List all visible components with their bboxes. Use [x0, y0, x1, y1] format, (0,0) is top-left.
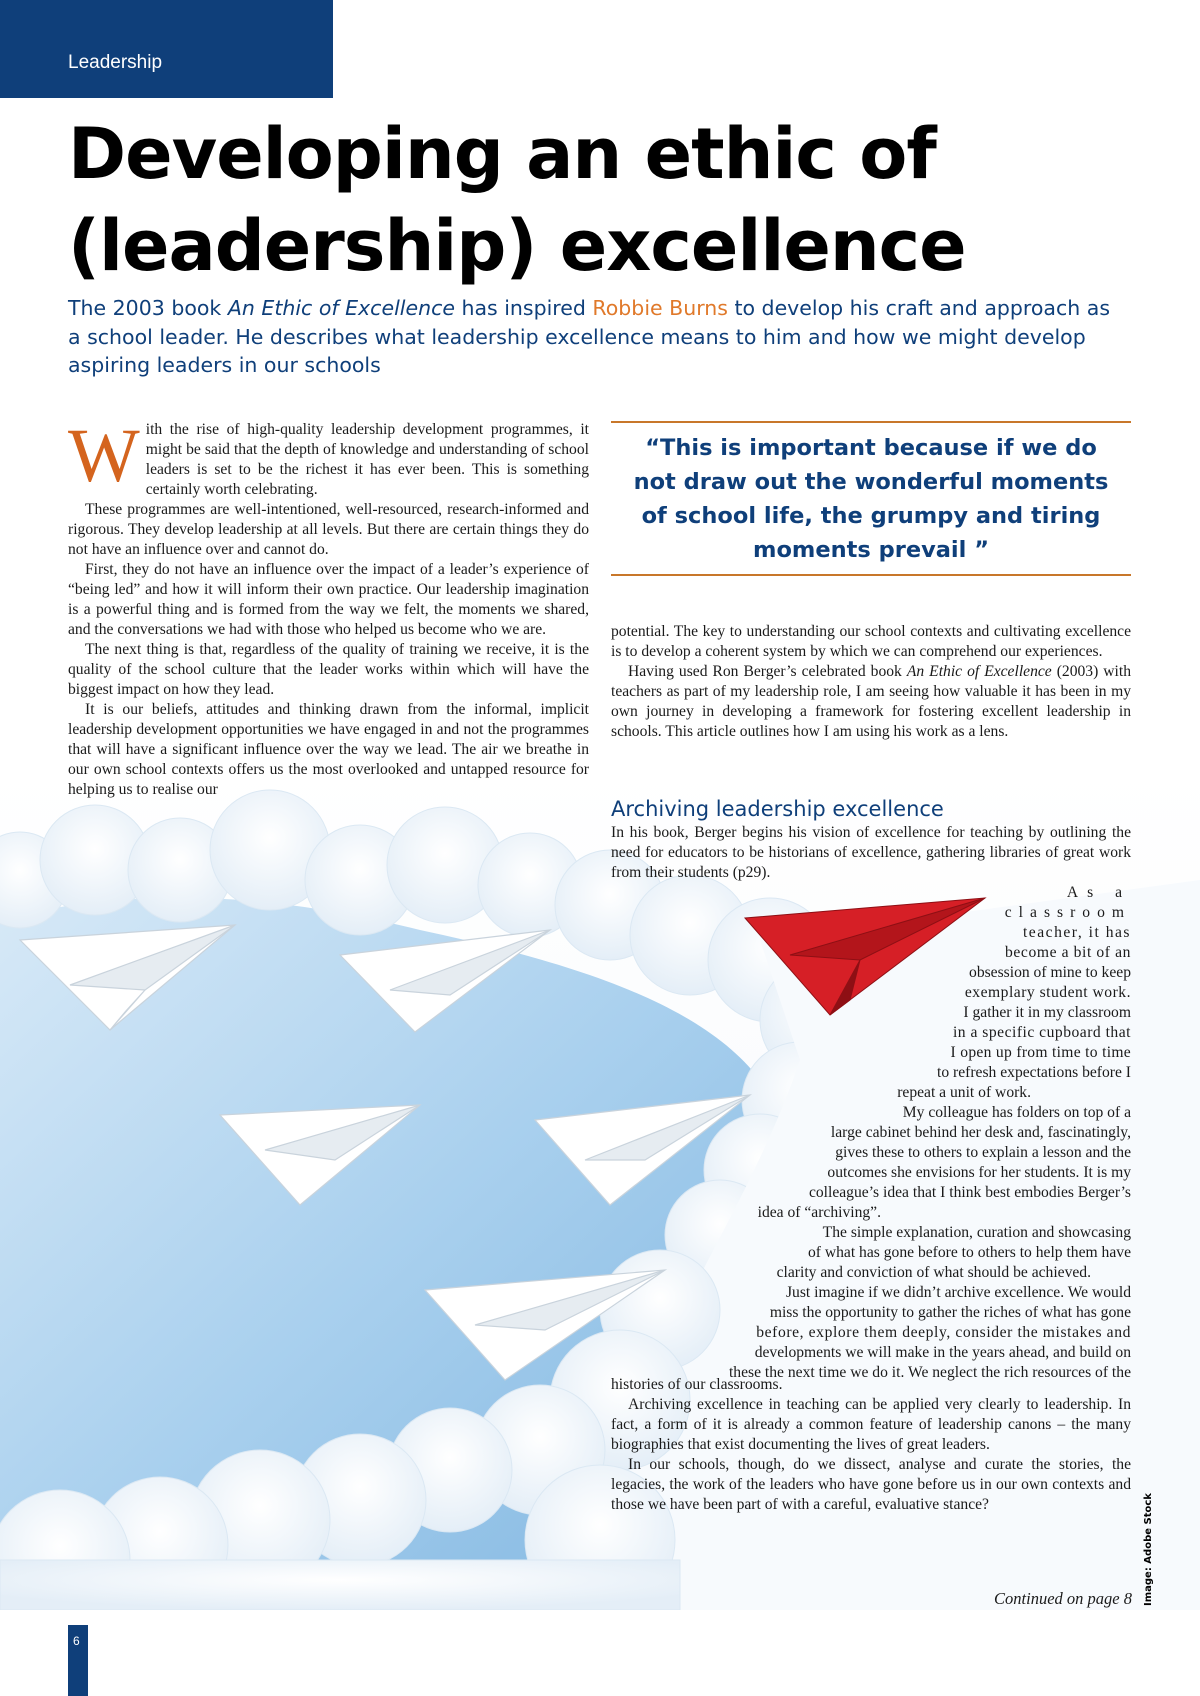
wrapped-line: in a specific cupboard that: [952, 1024, 1131, 1041]
paragraph-1: [68, 414, 589, 500]
wrapped-last-line: histories of our classrooms.: [611, 1376, 783, 1393]
paragraph-10: In our schools, though, do we dissect, analyse and curate the stories, the legacies, the work of the leaders who have gone before us in our own contexts and those we have been part of with a careful, evaluative stance?: [611, 1456, 1131, 1513]
wrapped-line: large cabinet behind her desk and, fascinatingly,: [830, 1124, 1131, 1141]
paragraph-1-text: ith the rise of high-quality leadership development programmes, it might be said that the depth of knowledge and understanding of school leaders is set to be the richest it has ever been. This is something certainly worth celebrating.: [145, 421, 589, 498]
author-name: Robbie Burns: [592, 296, 728, 320]
pull-quote-text: “This is important because if we do not draw out the wonderful moments of school life, the grumpy and tiring moments prevail ”: [633, 434, 1109, 563]
paragraph-8: In his book, Berger begins his vision of excellence for teaching by outlining the need for educators to be historians of excellence, gathering libraries of great work from their students (p29).: [611, 824, 1131, 881]
wrapped-line: I gather it in my classroom: [963, 1004, 1131, 1021]
wrapped-line: teacher, it has: [1022, 924, 1131, 941]
drop-cap: W: [68, 414, 140, 498]
wrapped-line: become a bit of an: [1005, 944, 1131, 961]
wrapped-line: these the next time we do it. We neglect the rich resources of the: [728, 1364, 1131, 1381]
title-line-2: (leadership) excellence: [68, 205, 966, 287]
wrapped-line: to refresh expectations before I: [937, 1064, 1131, 1081]
left-column: [68, 414, 589, 800]
continued-link[interactable]: Continued on page 8: [994, 1589, 1132, 1608]
wrapped-line: clarity and conviction of what should be achieved.: [776, 1264, 1091, 1281]
article-title: [68, 108, 1148, 292]
paragraph-2: These programmes are well-intentioned, well-resourced, research-informed and rigorous. They develop leadership at all levels. But there are certain things they do not have an influence over and cannot do.: [68, 501, 589, 558]
paragraph-7: [611, 662, 1131, 742]
paragraph-7-text-a: Having used Ron Berger’s celebrated book: [628, 663, 907, 680]
paragraph-7-book-title: An Ethic of Excellence: [906, 663, 1052, 680]
paragraph-3: First, they do not have an influence over the impact of a leader’s experience of “being led” and how it will inform their own practice. Our leadership imagination is a powerful thing and is formed from the way we felt, the moments we shared, and the conversations we had with those who helped us become who we are.: [68, 561, 589, 638]
wrapped-line: My colleague has folders on top of a: [902, 1104, 1131, 1121]
paragraph-9: Archiving excellence in teaching can be applied very clearly to leadership. In fact, a form of it is already a common feature of leadership canons – the many biographies that exist documenting the lives of great leaders.: [611, 1396, 1131, 1453]
right-column-top: [611, 622, 1131, 742]
paragraph-4: The next thing is that, regardless of the quality of training we receive, it is the quality of the school culture that the leader works within which will have the biggest impact on how they lead.: [68, 641, 589, 698]
section-tab: [0, 0, 333, 98]
wrapped-line: The simple explanation, curation and showcasing: [822, 1224, 1131, 1241]
wrapped-line: colleague’s idea that I think best embodies Berger’s: [808, 1184, 1131, 1201]
subheading: Archiving leadership excellence: [611, 797, 944, 821]
wrapped-line: gives these to others to explain a lesson and the: [835, 1144, 1131, 1161]
standfirst-part-3: to develop his craft and approach as a school leader. He describes what leadership excellence means to him and how we might develop aspiring leaders in our schools: [68, 296, 1111, 377]
wrapped-line: outcomes she envisions for her students. It is my: [827, 1164, 1131, 1181]
page-number: 6: [73, 1634, 80, 1648]
pull-quote: [611, 421, 1131, 576]
title-line-1: Developing an ethic of: [68, 113, 936, 195]
wrapped-line: repeat a unit of work.: [897, 1084, 1031, 1101]
wrapped-text: [431, 883, 1131, 1383]
standfirst: [68, 294, 1128, 380]
standfirst-part-1: The 2003 book: [68, 296, 228, 320]
right-column-bottom: [611, 1375, 1131, 1515]
paragraph-5: It is our beliefs, attitudes and thinking drawn from the informal, implicit leadership development opportunities we have engaged in and not the programmes that will have a significant influence over the way we lead. The air we breathe in our own school contexts offers us the most overlooked and untapped resource for helping us to realise our: [68, 701, 589, 798]
section-label: Leadership: [68, 52, 163, 73]
wrapped-line: As a: [1066, 884, 1131, 901]
wrapped-line: classroom: [1004, 904, 1131, 921]
paragraph-7-text-b: (2003) with teachers as part of my leadership role, I am seeing how valuable it has been in my own journey in developing a framework for fostering excellent leadership in schools. This article outlines how I am using his work as a lens.: [611, 663, 1132, 740]
wrapped-line: exemplary student work.: [964, 984, 1131, 1001]
right-column-lede: [611, 823, 1131, 883]
standfirst-book-title: An Ethic of Excellence: [227, 296, 455, 320]
wrapped-line: miss the opportunity to gather the riches of what has gone: [769, 1304, 1131, 1321]
wrapped-line: Just imagine if we didn’t archive excellence. We would: [785, 1284, 1131, 1301]
wrapped-line: I open up from time to time: [950, 1044, 1131, 1061]
wrapped-line: of what has gone before to others to help them have: [807, 1244, 1131, 1261]
standfirst-part-2: has inspired: [454, 296, 593, 320]
image-credit: Image: Adobe Stock: [1143, 1493, 1154, 1606]
wrapped-line: before, explore them deeply, consider the mistakes and: [756, 1324, 1131, 1341]
paragraph-6: potential. The key to understanding our school contexts and cultivating excellence is to develop a coherent system by which we can comprehend our experiences.: [611, 623, 1131, 660]
wrapped-line: obsession of mine to keep: [969, 964, 1131, 981]
wrapped-line: developments we will make in the years ahead, and build on: [754, 1344, 1131, 1361]
wrapped-line: idea of “archiving”.: [757, 1204, 881, 1221]
